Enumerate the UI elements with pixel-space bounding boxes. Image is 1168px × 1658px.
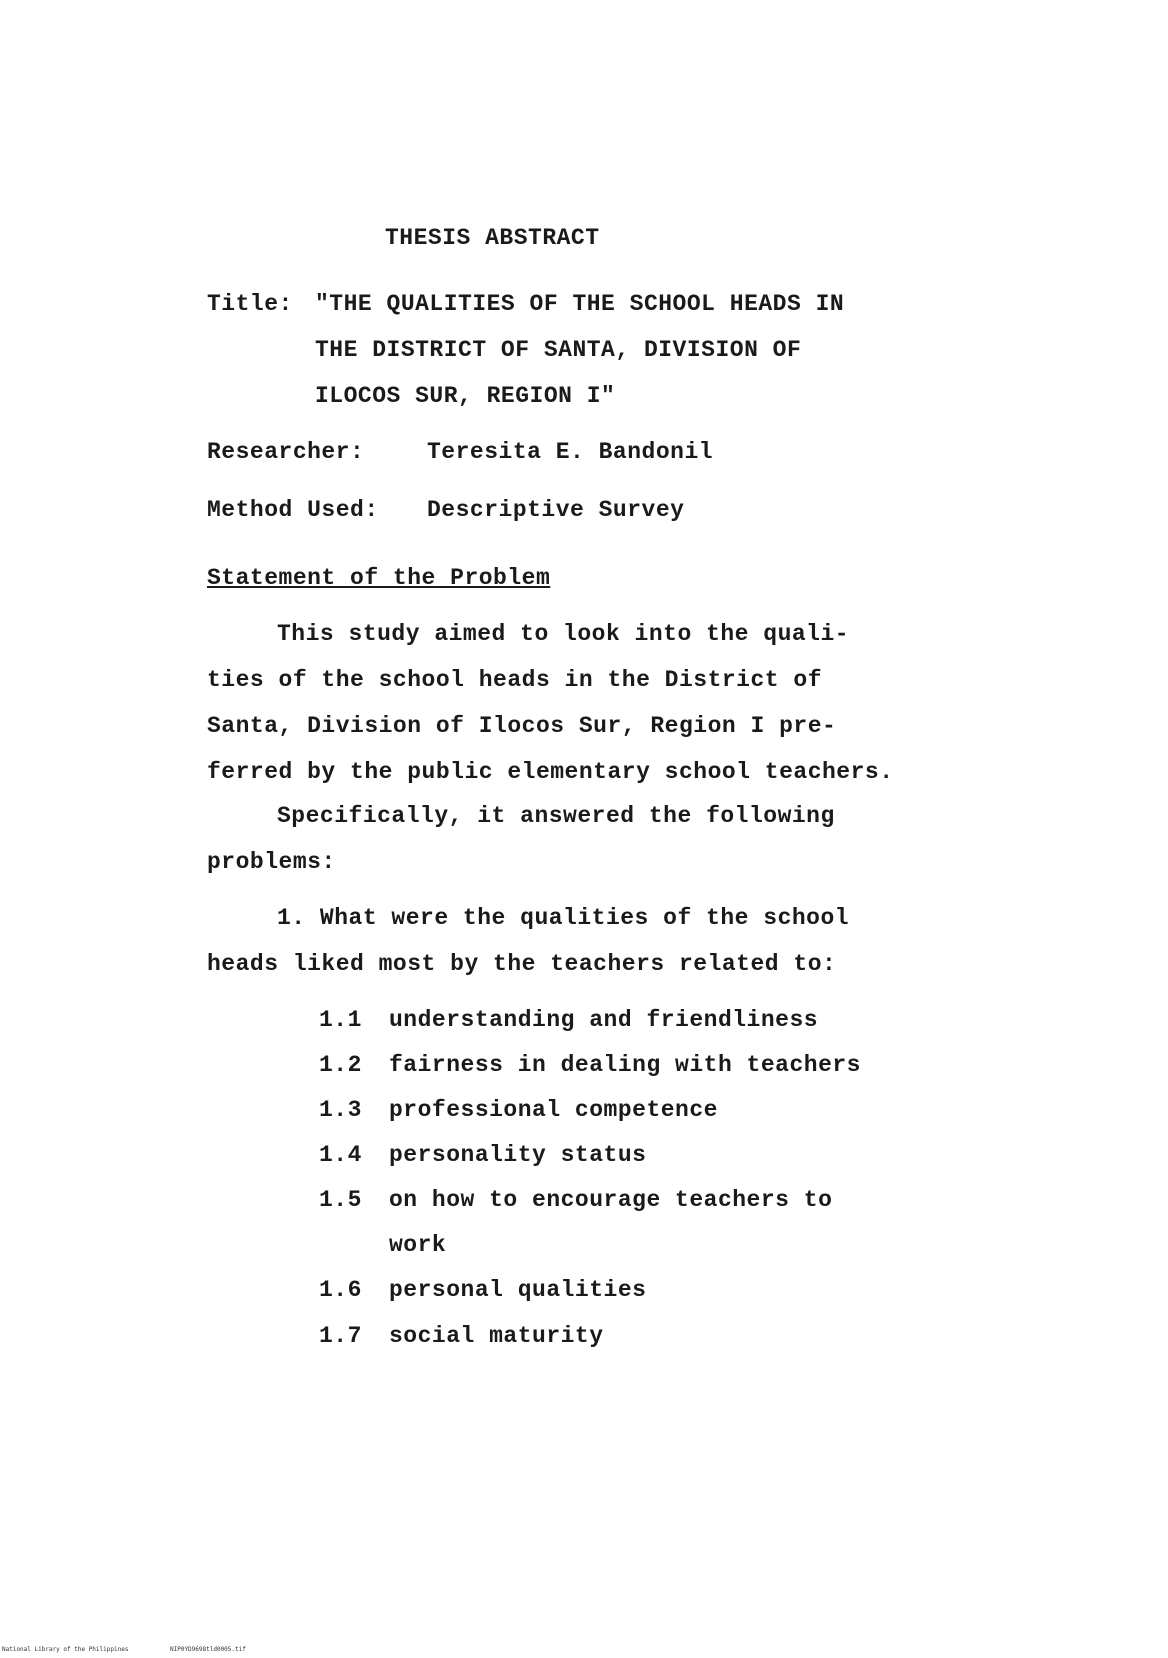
subitem-text: fairness in dealing with teachers bbox=[389, 1052, 861, 1078]
researcher-label: Researcher: bbox=[207, 439, 365, 465]
footer-file-name: NIP0YD9698tld0005.tif bbox=[170, 1646, 246, 1653]
section-heading: Statement of the Problem bbox=[207, 565, 551, 591]
question1-line-2: heads liked most by the teachers related to: bbox=[207, 951, 837, 977]
paragraph1-line-3: Santa, Division of Ilocos Sur, Region I pre- bbox=[207, 713, 837, 739]
subitem-number: 1.2 bbox=[319, 1052, 362, 1078]
title-line-3: ILOCOS SUR, REGION I" bbox=[315, 383, 616, 409]
method-value: Descriptive Survey bbox=[427, 497, 685, 523]
researcher-name: Teresita E. Bandonil bbox=[427, 439, 714, 465]
title-line-2: THE DISTRICT OF SANTA, DIVISION OF bbox=[315, 337, 802, 363]
subitem-text: personality status bbox=[389, 1142, 647, 1168]
title-label: Title: bbox=[207, 291, 293, 317]
title-line-1: "THE QUALITIES OF THE SCHOOL HEADS IN bbox=[315, 291, 845, 317]
paragraph1-line-1: This study aimed to look into the quali- bbox=[277, 621, 850, 647]
paragraph2-line-2: problems: bbox=[207, 849, 336, 875]
subitem-number: 1.6 bbox=[319, 1277, 362, 1303]
footer-library-label: National Library of the Philippines bbox=[2, 1646, 129, 1653]
paragraph1-line-2: ties of the school heads in the District of bbox=[207, 667, 822, 693]
subitem-number: 1.1 bbox=[319, 1007, 362, 1033]
subitem-number: 1.4 bbox=[319, 1142, 362, 1168]
subitem-text: understanding and friendliness bbox=[389, 1007, 819, 1033]
document-heading: THESIS ABSTRACT bbox=[385, 225, 600, 251]
subitem-number: 1.5 bbox=[319, 1187, 362, 1213]
subitem-text: social maturity bbox=[389, 1323, 604, 1349]
subitem-number: 1.3 bbox=[319, 1097, 362, 1123]
paragraph2-line-1: Specifically, it answered the following bbox=[277, 803, 835, 829]
paragraph1-line-4: ferred by the public elementary school teachers. bbox=[207, 759, 894, 785]
subitem-number: 1.7 bbox=[319, 1323, 362, 1349]
subitem-text-continued: work bbox=[389, 1232, 447, 1258]
method-label: Method Used: bbox=[207, 497, 379, 523]
subitem-text: professional competence bbox=[389, 1097, 718, 1123]
subitem-text: on how to encourage teachers to bbox=[389, 1187, 833, 1213]
question1-line-1: 1. What were the qualities of the school bbox=[277, 905, 850, 931]
subitem-text: personal qualities bbox=[389, 1277, 647, 1303]
